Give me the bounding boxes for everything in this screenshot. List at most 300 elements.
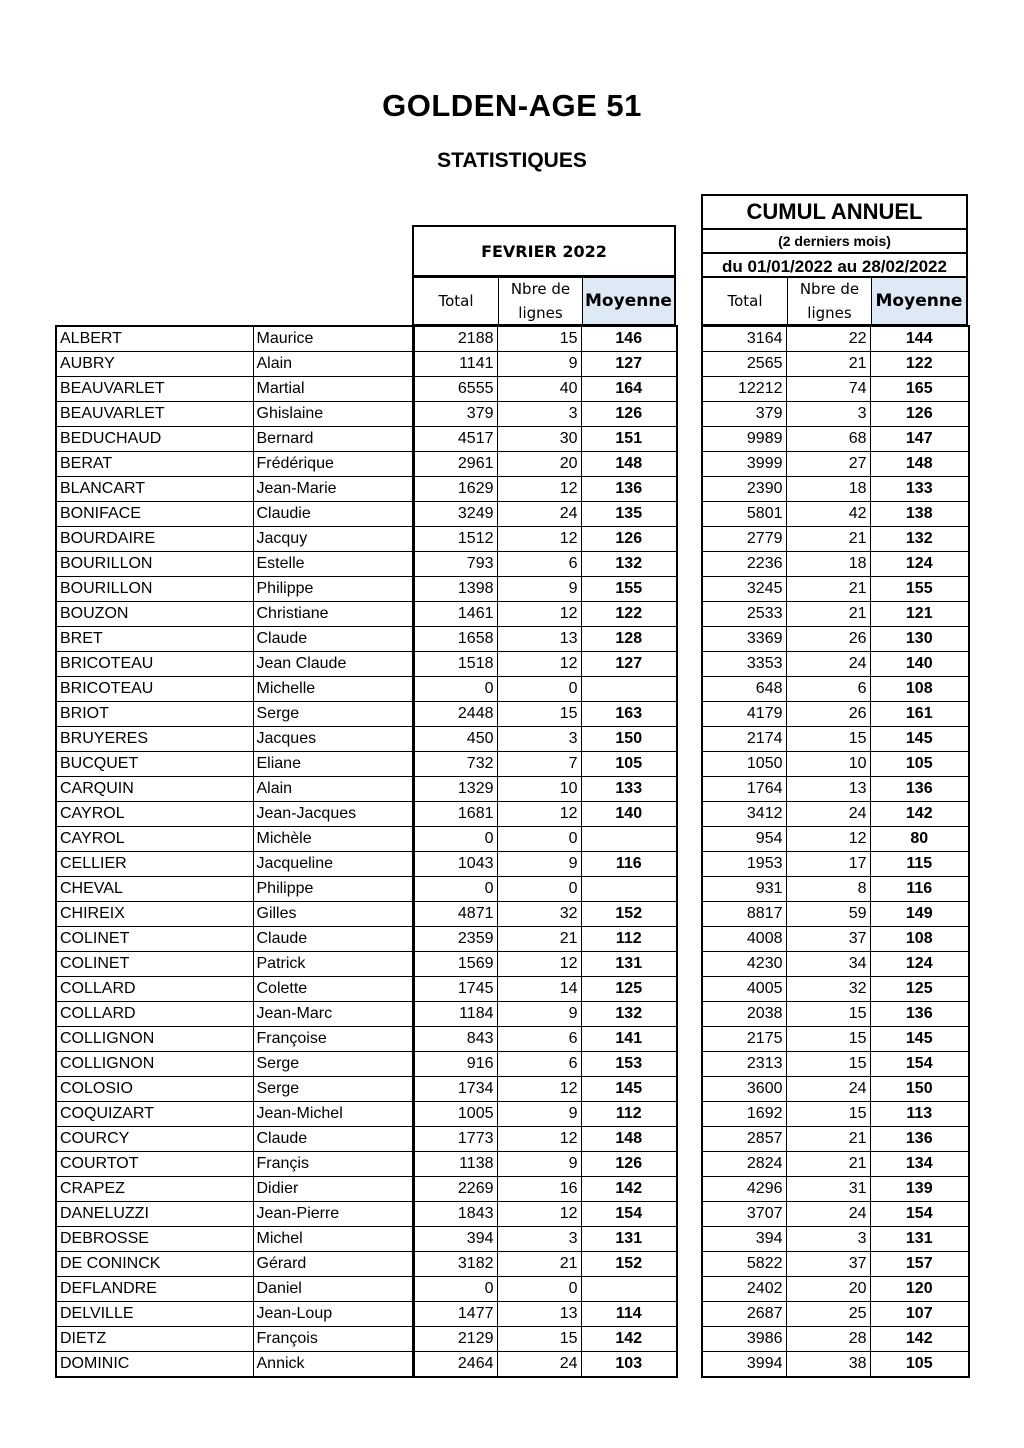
table-row bbox=[702, 752, 969, 777]
cumul-lines-cell: 8 bbox=[786, 877, 870, 902]
table-row bbox=[413, 752, 677, 777]
last-name-cell: DIETZ bbox=[56, 1327, 253, 1352]
month-total-cell: 843 bbox=[413, 1027, 497, 1052]
last-name-cell: COLLARD bbox=[56, 977, 253, 1002]
first-name-cell: Bernard bbox=[253, 427, 414, 452]
table-row bbox=[413, 902, 677, 927]
table-row bbox=[702, 1252, 969, 1277]
table-row bbox=[702, 377, 969, 402]
table-row bbox=[702, 502, 969, 527]
table-row bbox=[702, 677, 969, 702]
cumul-average-cell: 130 bbox=[870, 627, 969, 652]
month-average-cell: 151 bbox=[581, 427, 677, 452]
cumul-stats-table bbox=[701, 325, 970, 1378]
cumul-total-cell: 4008 bbox=[702, 927, 786, 952]
first-name-cell: Jean-Marie bbox=[253, 477, 414, 502]
month-lines-cell: 24 bbox=[497, 1352, 581, 1378]
table-row bbox=[56, 1327, 414, 1352]
first-name-cell: Estelle bbox=[253, 552, 414, 577]
cumul-lines-cell: 13 bbox=[786, 777, 870, 802]
table-row bbox=[413, 326, 677, 352]
last-name-cell: BRUYERES bbox=[56, 727, 253, 752]
table-row bbox=[56, 427, 414, 452]
month-total-cell: 1043 bbox=[413, 852, 497, 877]
last-name-cell: ALBERT bbox=[56, 326, 253, 352]
last-name-cell: BRET bbox=[56, 627, 253, 652]
table-row bbox=[702, 652, 969, 677]
month-lines-cell: 13 bbox=[497, 627, 581, 652]
month-average-cell: 131 bbox=[581, 952, 677, 977]
month-average-cell: 114 bbox=[581, 1302, 677, 1327]
first-name-cell: Michelle bbox=[253, 677, 414, 702]
table-row bbox=[56, 326, 414, 352]
month-average-cell: 125 bbox=[581, 977, 677, 1002]
table-row bbox=[56, 702, 414, 727]
table-row bbox=[413, 602, 677, 627]
cumul-lines-cell: 24 bbox=[786, 802, 870, 827]
last-name-cell: DOMINIC bbox=[56, 1352, 253, 1378]
cumul-lines-cell: 21 bbox=[786, 527, 870, 552]
last-name-cell: COLINET bbox=[56, 927, 253, 952]
table-row bbox=[702, 602, 969, 627]
month-average-cell: 154 bbox=[581, 1202, 677, 1227]
table-row bbox=[413, 352, 677, 377]
cumul-lines-cell: 25 bbox=[786, 1302, 870, 1327]
table-row bbox=[413, 727, 677, 752]
month-lines-header bbox=[498, 278, 582, 324]
cumul-total-cell: 1692 bbox=[702, 1102, 786, 1127]
table-row bbox=[56, 1252, 414, 1277]
cumul-total-cell: 4179 bbox=[702, 702, 786, 727]
month-average-cell: 112 bbox=[581, 927, 677, 952]
cumul-total-cell: 394 bbox=[702, 1227, 786, 1252]
first-name-cell: Serge bbox=[253, 1077, 414, 1102]
cumul-total-cell: 3369 bbox=[702, 627, 786, 652]
month-lines-cell: 12 bbox=[497, 527, 581, 552]
month-lines-cell: 9 bbox=[497, 852, 581, 877]
table-row bbox=[702, 1227, 969, 1252]
table-row bbox=[702, 326, 969, 352]
table-row bbox=[413, 527, 677, 552]
month-average-cell: 155 bbox=[581, 577, 677, 602]
last-name-cell: COURTOT bbox=[56, 1152, 253, 1177]
cumul-lines-cell: 37 bbox=[786, 927, 870, 952]
table-row bbox=[56, 752, 414, 777]
cumul-lines-cell: 32 bbox=[786, 977, 870, 1002]
table-row bbox=[702, 1277, 969, 1302]
cumul-average-cell: 108 bbox=[870, 677, 969, 702]
table-row bbox=[702, 702, 969, 727]
cumul-average-cell: 115 bbox=[870, 852, 969, 877]
cumul-lines-cell: 28 bbox=[786, 1327, 870, 1352]
cumul-average-cell: 124 bbox=[870, 552, 969, 577]
last-name-cell: DEBROSSE bbox=[56, 1227, 253, 1252]
table-row bbox=[56, 602, 414, 627]
last-name-cell: CAYROL bbox=[56, 802, 253, 827]
cumul-lines-cell: 15 bbox=[786, 1102, 870, 1127]
cumul-total-cell: 2390 bbox=[702, 477, 786, 502]
cumul-average-cell: 154 bbox=[870, 1202, 969, 1227]
table-row bbox=[413, 1152, 677, 1177]
table-row bbox=[702, 452, 969, 477]
cumul-average-cell: 140 bbox=[870, 652, 969, 677]
month-average-cell: 163 bbox=[581, 702, 677, 727]
cumul-lines-cell: 24 bbox=[786, 1202, 870, 1227]
cumul-average-cell: 157 bbox=[870, 1252, 969, 1277]
table-row bbox=[413, 1177, 677, 1202]
month-average-cell: 103 bbox=[581, 1352, 677, 1378]
cumul-lines-cell: 17 bbox=[786, 852, 870, 877]
cumul-average-cell: 132 bbox=[870, 527, 969, 552]
cumul-total-cell: 3999 bbox=[702, 452, 786, 477]
table-row bbox=[702, 1027, 969, 1052]
table-row bbox=[56, 852, 414, 877]
last-name-cell: DANELUZZI bbox=[56, 1202, 253, 1227]
cumul-lines-cell: 24 bbox=[786, 652, 870, 677]
table-row bbox=[413, 627, 677, 652]
first-name-cell: Michèle bbox=[253, 827, 414, 852]
month-lines-header-2: lignes bbox=[518, 304, 563, 322]
last-name-cell: CELLIER bbox=[56, 852, 253, 877]
table-row bbox=[413, 577, 677, 602]
cumul-total-cell: 3994 bbox=[702, 1352, 786, 1378]
last-name-cell: BOURILLON bbox=[56, 552, 253, 577]
last-name-cell: CARQUIN bbox=[56, 777, 253, 802]
table-row bbox=[56, 952, 414, 977]
table-row bbox=[702, 1177, 969, 1202]
table-row bbox=[702, 477, 969, 502]
first-name-cell: Gérard bbox=[253, 1252, 414, 1277]
table-row bbox=[56, 477, 414, 502]
month-total-cell: 1138 bbox=[413, 1152, 497, 1177]
cumul-average-cell: 165 bbox=[870, 377, 969, 402]
first-name-cell: Serge bbox=[253, 1052, 414, 1077]
first-name-cell: Michel bbox=[253, 1227, 414, 1252]
last-name-cell: DEFLANDRE bbox=[56, 1277, 253, 1302]
cumul-total-cell: 1764 bbox=[702, 777, 786, 802]
month-total-cell: 394 bbox=[413, 1227, 497, 1252]
cumul-lines-cell: 68 bbox=[786, 427, 870, 452]
cumul-lines-cell: 18 bbox=[786, 477, 870, 502]
table-row bbox=[702, 852, 969, 877]
month-total-cell: 732 bbox=[413, 752, 497, 777]
month-total-cell: 1843 bbox=[413, 1202, 497, 1227]
table-row bbox=[413, 927, 677, 952]
cumul-lines-cell: 74 bbox=[786, 377, 870, 402]
table-row bbox=[702, 1077, 969, 1102]
month-total-cell: 3182 bbox=[413, 1252, 497, 1277]
table-row bbox=[413, 1102, 677, 1127]
month-lines-cell: 9 bbox=[497, 577, 581, 602]
cumul-average-cell: 131 bbox=[870, 1227, 969, 1252]
cumul-total-cell: 2402 bbox=[702, 1277, 786, 1302]
last-name-cell: BOURILLON bbox=[56, 577, 253, 602]
last-name-cell: BEAUVARLET bbox=[56, 377, 253, 402]
table-row bbox=[702, 627, 969, 652]
first-name-cell: Jean Claude bbox=[253, 652, 414, 677]
month-average-cell: 140 bbox=[581, 802, 677, 827]
table-row bbox=[702, 877, 969, 902]
month-total-cell: 1398 bbox=[413, 577, 497, 602]
first-name-cell: Françis bbox=[253, 1152, 414, 1177]
month-total-cell: 1184 bbox=[413, 1002, 497, 1027]
cumul-total-header: Total bbox=[727, 292, 763, 310]
cumul-lines-cell: 27 bbox=[786, 452, 870, 477]
last-name-cell: COLLIGNON bbox=[56, 1052, 253, 1077]
month-total-cell: 1629 bbox=[413, 477, 497, 502]
table-row bbox=[56, 677, 414, 702]
month-lines-cell: 12 bbox=[497, 802, 581, 827]
cumul-average-cell: 145 bbox=[870, 727, 969, 752]
month-total-cell: 4517 bbox=[413, 427, 497, 452]
first-name-cell: Françoise bbox=[253, 1027, 414, 1052]
month-average-cell: 152 bbox=[581, 902, 677, 927]
cumul-lines-header-2: lignes bbox=[807, 304, 852, 322]
first-name-cell: Jacques bbox=[253, 727, 414, 752]
month-lines-cell: 12 bbox=[497, 602, 581, 627]
cumul-note: (2 derniers mois) bbox=[703, 230, 966, 254]
last-name-cell: DELVILLE bbox=[56, 1302, 253, 1327]
cumul-total-cell: 3164 bbox=[702, 326, 786, 352]
table-row bbox=[702, 1152, 969, 1177]
table-row bbox=[413, 827, 677, 852]
cumul-total-cell: 2565 bbox=[702, 352, 786, 377]
month-average-cell: 152 bbox=[581, 1252, 677, 1277]
cumul-total-cell: 1050 bbox=[702, 752, 786, 777]
cumul-total-cell: 379 bbox=[702, 402, 786, 427]
cumul-total-cell: 2313 bbox=[702, 1052, 786, 1077]
table-row bbox=[56, 802, 414, 827]
month-lines-cell: 9 bbox=[497, 352, 581, 377]
table-row bbox=[56, 977, 414, 1002]
table-row bbox=[56, 1177, 414, 1202]
month-total-cell: 450 bbox=[413, 727, 497, 752]
month-lines-cell: 3 bbox=[497, 727, 581, 752]
table-row bbox=[56, 727, 414, 752]
cumul-lines-cell: 59 bbox=[786, 902, 870, 927]
month-total-cell: 3249 bbox=[413, 502, 497, 527]
month-total-cell: 2448 bbox=[413, 702, 497, 727]
cumul-average-cell: 80 bbox=[870, 827, 969, 852]
month-total-cell: 1569 bbox=[413, 952, 497, 977]
cumul-total-cell: 1953 bbox=[702, 852, 786, 877]
cumul-total-cell: 3600 bbox=[702, 1077, 786, 1102]
month-total-cell: 2961 bbox=[413, 452, 497, 477]
cumul-lines-cell: 26 bbox=[786, 702, 870, 727]
table-row bbox=[56, 502, 414, 527]
month-lines-cell: 0 bbox=[497, 1277, 581, 1302]
table-row bbox=[56, 1352, 414, 1378]
cumul-average-cell: 122 bbox=[870, 352, 969, 377]
month-average-cell: 145 bbox=[581, 1077, 677, 1102]
table-row bbox=[413, 477, 677, 502]
table-row bbox=[56, 1152, 414, 1177]
month-lines-cell: 15 bbox=[497, 326, 581, 352]
last-name-cell: COLINET bbox=[56, 952, 253, 977]
month-lines-cell: 6 bbox=[497, 1027, 581, 1052]
month-average-cell: 164 bbox=[581, 377, 677, 402]
cumul-average-cell: 121 bbox=[870, 602, 969, 627]
last-name-cell: COLLIGNON bbox=[56, 1027, 253, 1052]
cumul-lines-cell: 26 bbox=[786, 627, 870, 652]
first-name-cell: Frédérique bbox=[253, 452, 414, 477]
table-row bbox=[56, 777, 414, 802]
table-row bbox=[413, 452, 677, 477]
table-row bbox=[413, 1302, 677, 1327]
page-subtitle: STATISTIQUES bbox=[437, 149, 587, 172]
month-lines-cell: 12 bbox=[497, 952, 581, 977]
cumul-average-cell: 150 bbox=[870, 1077, 969, 1102]
first-name-cell: François bbox=[253, 1327, 414, 1352]
cumul-lines-cell: 42 bbox=[786, 502, 870, 527]
first-name-cell: Colette bbox=[253, 977, 414, 1002]
page-title: GOLDEN-AGE 51 bbox=[382, 88, 642, 123]
table-row bbox=[702, 1002, 969, 1027]
first-name-cell: Claudie bbox=[253, 502, 414, 527]
month-average-cell: 148 bbox=[581, 1127, 677, 1152]
cumul-lines-cell: 21 bbox=[786, 577, 870, 602]
month-lines-cell: 15 bbox=[497, 702, 581, 727]
table-row bbox=[56, 1302, 414, 1327]
first-name-cell: Patrick bbox=[253, 952, 414, 977]
month-average-cell bbox=[581, 677, 677, 702]
month-lines-header-1: Nbre de bbox=[510, 280, 571, 298]
table-row bbox=[56, 877, 414, 902]
month-total-cell: 1681 bbox=[413, 802, 497, 827]
table-row bbox=[56, 577, 414, 602]
first-name-cell: Philippe bbox=[253, 577, 414, 602]
table-row bbox=[413, 1027, 677, 1052]
cumul-average-cell: 133 bbox=[870, 477, 969, 502]
month-average-cell bbox=[581, 1277, 677, 1302]
month-lines-cell: 12 bbox=[497, 477, 581, 502]
cumul-lines-cell: 15 bbox=[786, 1027, 870, 1052]
table-row bbox=[413, 1127, 677, 1152]
first-name-cell: Jean-Marc bbox=[253, 1002, 414, 1027]
cumul-average-cell: 105 bbox=[870, 752, 969, 777]
cumul-average-cell: 145 bbox=[870, 1027, 969, 1052]
month-total-cell: 2269 bbox=[413, 1177, 497, 1202]
month-lines-cell: 32 bbox=[497, 902, 581, 927]
cumul-total-cell: 931 bbox=[702, 877, 786, 902]
table-row bbox=[702, 1102, 969, 1127]
last-name-cell: BRICOTEAU bbox=[56, 677, 253, 702]
cumul-lines-cell: 21 bbox=[786, 1127, 870, 1152]
first-name-cell: Maurice bbox=[253, 326, 414, 352]
table-row bbox=[413, 552, 677, 577]
first-name-cell: Alain bbox=[253, 777, 414, 802]
last-name-cell: BRICOTEAU bbox=[56, 652, 253, 677]
table-row bbox=[702, 902, 969, 927]
month-lines-cell: 20 bbox=[497, 452, 581, 477]
last-name-cell: BEAUVARLET bbox=[56, 402, 253, 427]
month-header: FEVRIER 2022 bbox=[412, 225, 676, 277]
month-total-cell: 1518 bbox=[413, 652, 497, 677]
table-row bbox=[56, 377, 414, 402]
month-lines-cell: 21 bbox=[497, 927, 581, 952]
table-row bbox=[413, 702, 677, 727]
cumul-average-cell: 139 bbox=[870, 1177, 969, 1202]
cumul-average-cell: 149 bbox=[870, 902, 969, 927]
table-row bbox=[413, 977, 677, 1002]
table-row bbox=[702, 727, 969, 752]
cumul-lines-cell: 38 bbox=[786, 1352, 870, 1378]
month-average-cell: 126 bbox=[581, 527, 677, 552]
table-row bbox=[413, 952, 677, 977]
month-lines-cell: 7 bbox=[497, 752, 581, 777]
cumul-lines-cell: 34 bbox=[786, 952, 870, 977]
cumul-average-cell: 144 bbox=[870, 326, 969, 352]
month-average-cell: 126 bbox=[581, 402, 677, 427]
cumul-average-cell: 136 bbox=[870, 777, 969, 802]
cumul-total-cell: 648 bbox=[702, 677, 786, 702]
month-average-cell: 127 bbox=[581, 352, 677, 377]
cumul-total-cell: 3353 bbox=[702, 652, 786, 677]
table-row bbox=[413, 1227, 677, 1252]
table-row bbox=[702, 552, 969, 577]
month-average-cell: 128 bbox=[581, 627, 677, 652]
cumul-average-header: Moyenne bbox=[871, 278, 966, 324]
month-total-cell: 793 bbox=[413, 552, 497, 577]
cumul-lines-cell: 15 bbox=[786, 1052, 870, 1077]
month-total-cell: 1005 bbox=[413, 1102, 497, 1127]
month-lines-cell: 9 bbox=[497, 1002, 581, 1027]
table-row bbox=[413, 1002, 677, 1027]
table-row bbox=[56, 902, 414, 927]
month-total-cell: 2188 bbox=[413, 326, 497, 352]
cumul-average-cell: 120 bbox=[870, 1277, 969, 1302]
last-name-cell: DE CONINCK bbox=[56, 1252, 253, 1277]
first-name-cell: Alain bbox=[253, 352, 414, 377]
month-lines-cell: 9 bbox=[497, 1152, 581, 1177]
cumul-total-cell: 5822 bbox=[702, 1252, 786, 1277]
month-total-cell: 1745 bbox=[413, 977, 497, 1002]
cumul-total-cell: 8817 bbox=[702, 902, 786, 927]
cumul-average-cell: 124 bbox=[870, 952, 969, 977]
cumul-lines-cell: 22 bbox=[786, 326, 870, 352]
cumul-lines-cell: 6 bbox=[786, 677, 870, 702]
cumul-total-cell: 2533 bbox=[702, 602, 786, 627]
month-lines-cell: 12 bbox=[497, 1202, 581, 1227]
month-lines-cell: 3 bbox=[497, 1227, 581, 1252]
month-average-cell: 122 bbox=[581, 602, 677, 627]
last-name-cell: CRAPEZ bbox=[56, 1177, 253, 1202]
last-name-cell: COURCY bbox=[56, 1127, 253, 1152]
month-lines-cell: 12 bbox=[497, 652, 581, 677]
first-name-cell: Claude bbox=[253, 627, 414, 652]
table-row bbox=[413, 677, 677, 702]
table-row bbox=[56, 1102, 414, 1127]
last-name-cell: CAYROL bbox=[56, 827, 253, 852]
table-row bbox=[413, 502, 677, 527]
cumul-average-cell: 136 bbox=[870, 1127, 969, 1152]
cumul-total-cell: 2038 bbox=[702, 1002, 786, 1027]
last-name-cell: COLLARD bbox=[56, 1002, 253, 1027]
month-average-cell: 131 bbox=[581, 1227, 677, 1252]
cumul-average-cell: 116 bbox=[870, 877, 969, 902]
cumul-average-cell: 142 bbox=[870, 802, 969, 827]
cumul-header bbox=[701, 194, 968, 278]
table-row bbox=[702, 1302, 969, 1327]
month-total-cell: 0 bbox=[413, 827, 497, 852]
month-total-cell: 0 bbox=[413, 677, 497, 702]
month-total-cell: 6555 bbox=[413, 377, 497, 402]
table-row bbox=[56, 1202, 414, 1227]
cumul-total-cell: 9989 bbox=[702, 427, 786, 452]
month-column-headers bbox=[412, 276, 676, 326]
table-row bbox=[56, 1227, 414, 1252]
last-name-cell: BLANCART bbox=[56, 477, 253, 502]
